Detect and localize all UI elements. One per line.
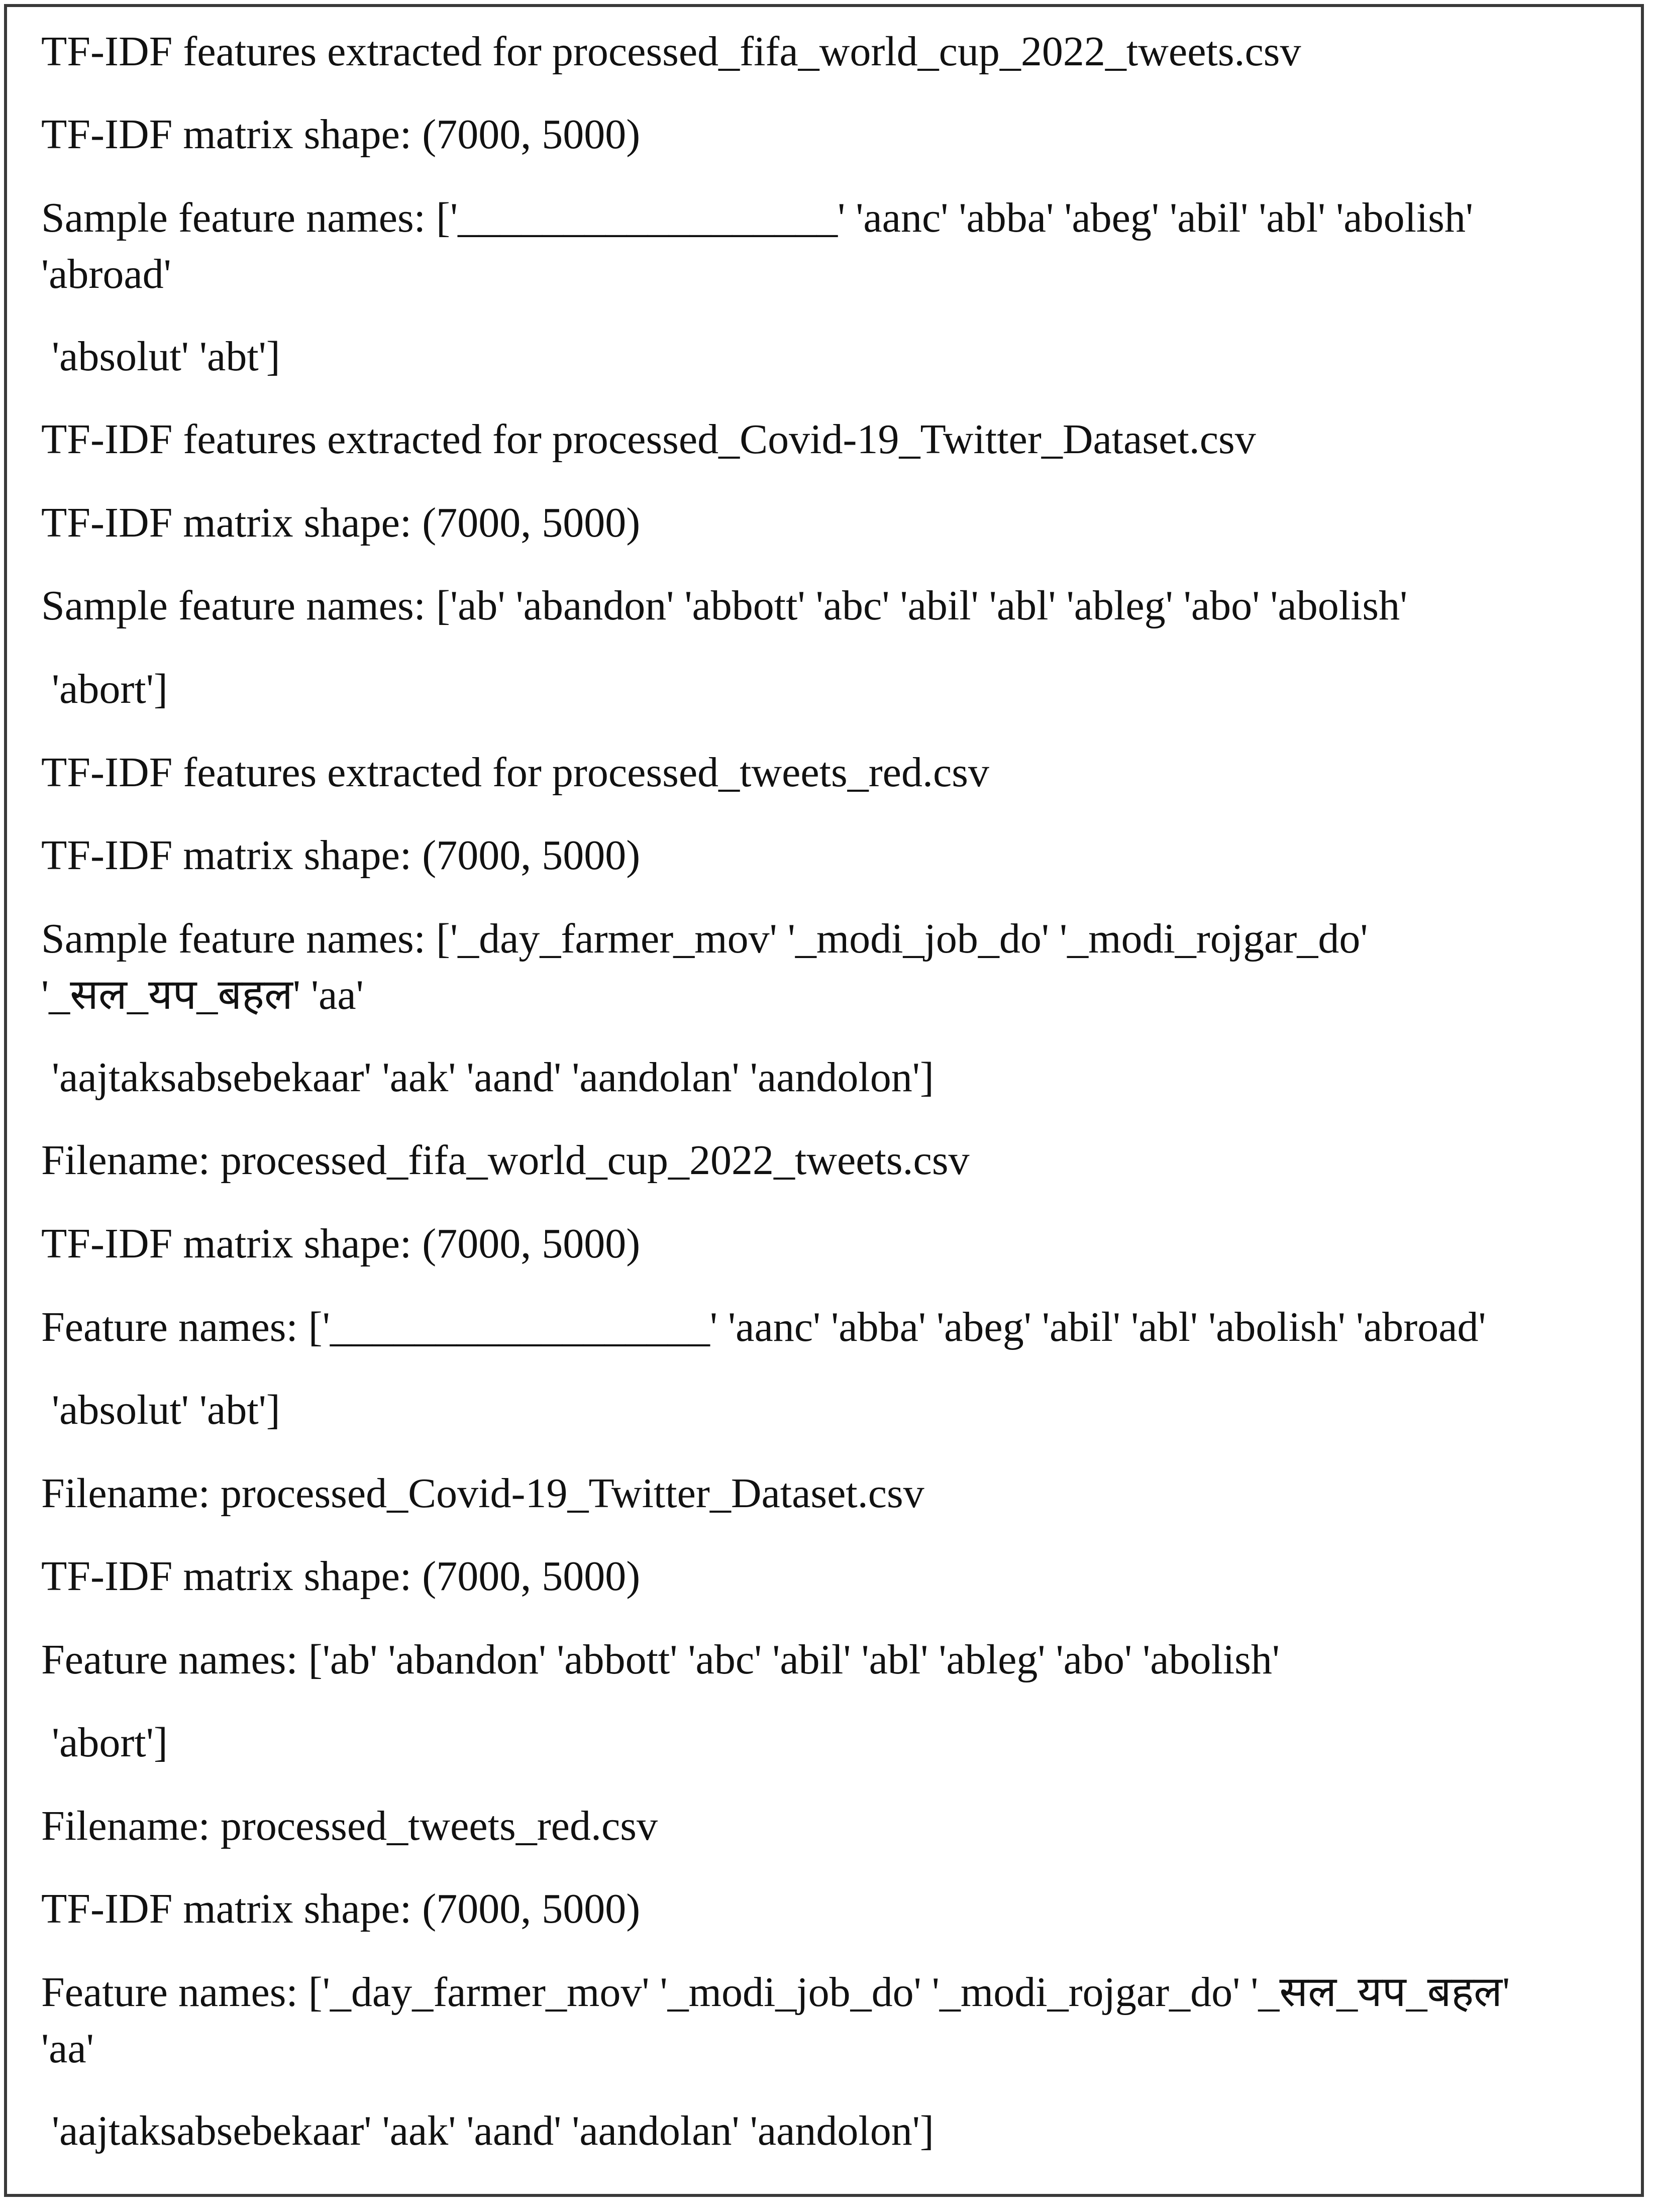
output-text-box xyxy=(4,4,1644,2197)
output-line: 'abort'] xyxy=(41,1719,168,1766)
output-line: 'abroad' xyxy=(41,251,171,297)
output-line: 'aajtaksabsebekaar' 'aak' 'aand' 'aandolan' 'aandolon'] xyxy=(41,1054,934,1101)
output-line: '_सल_यप_बहल' 'aa' xyxy=(41,972,364,1018)
output-line: Sample feature names: ['ab' 'abandon' 'abbott' 'abc' 'abil' 'abl' 'ableg' 'abo' 'abolish' xyxy=(41,582,1408,629)
output-line: TF-IDF features extracted for processed_Covid-19_Twitter_Dataset.csv xyxy=(41,416,1256,463)
output-line: Sample feature names: ['_day_farmer_mov' '_modi_job_do' '_modi_rojgar_do' xyxy=(41,915,1368,962)
output-line: Feature names: ['_day_farmer_mov' '_modi_job_do' '_modi_rojgar_do' '_सल_यप_बहल' xyxy=(41,1969,1510,2016)
output-line: 'aa' xyxy=(41,2025,94,2072)
output-line: TF-IDF matrix shape: (7000, 5000) xyxy=(41,499,641,546)
output-line: Filename: processed_fifa_world_cup_2022_tweets.csv xyxy=(41,1137,970,1184)
output-line: TF-IDF matrix shape: (7000, 5000) xyxy=(41,1885,641,1932)
output-line: 'abort'] xyxy=(41,666,168,712)
output-line: Filename: processed_Covid-19_Twitter_Dataset.csv xyxy=(41,1470,924,1517)
output-line: TF-IDF matrix shape: (7000, 5000) xyxy=(41,832,641,879)
output-line: TF-IDF features extracted for processed_tweets_red.csv xyxy=(41,749,989,796)
output-line: 'absolut' 'abt'] xyxy=(41,1387,280,1433)
output-line: 'aajtaksabsebekaar' 'aak' 'aand' 'aandolan' 'aandolon'] xyxy=(41,2108,934,2154)
output-line: Feature names: ['ab' 'abandon' 'abbott' 'abc' 'abil' 'abl' 'ableg' 'abo' 'abolish' xyxy=(41,1636,1280,1683)
output-line: 'absolut' 'abt'] xyxy=(41,333,280,380)
output-line: TF-IDF matrix shape: (7000, 5000) xyxy=(41,1220,641,1267)
output-line: Sample feature names: ['__________________' 'aanc' 'abba' 'abeg' 'abil' 'abl' 'abolish' xyxy=(41,194,1474,241)
output-line: TF-IDF features extracted for processed_fifa_world_cup_2022_tweets.csv xyxy=(41,28,1301,75)
output-line: TF-IDF matrix shape: (7000, 5000) xyxy=(41,111,641,158)
output-line: Filename: processed_tweets_red.csv xyxy=(41,1803,658,1849)
output-line: Feature names: ['__________________' 'aanc' 'abba' 'abeg' 'abil' 'abl' 'abolish' 'abroad' xyxy=(41,1304,1486,1350)
output-line: TF-IDF matrix shape: (7000, 5000) xyxy=(41,1553,641,1600)
